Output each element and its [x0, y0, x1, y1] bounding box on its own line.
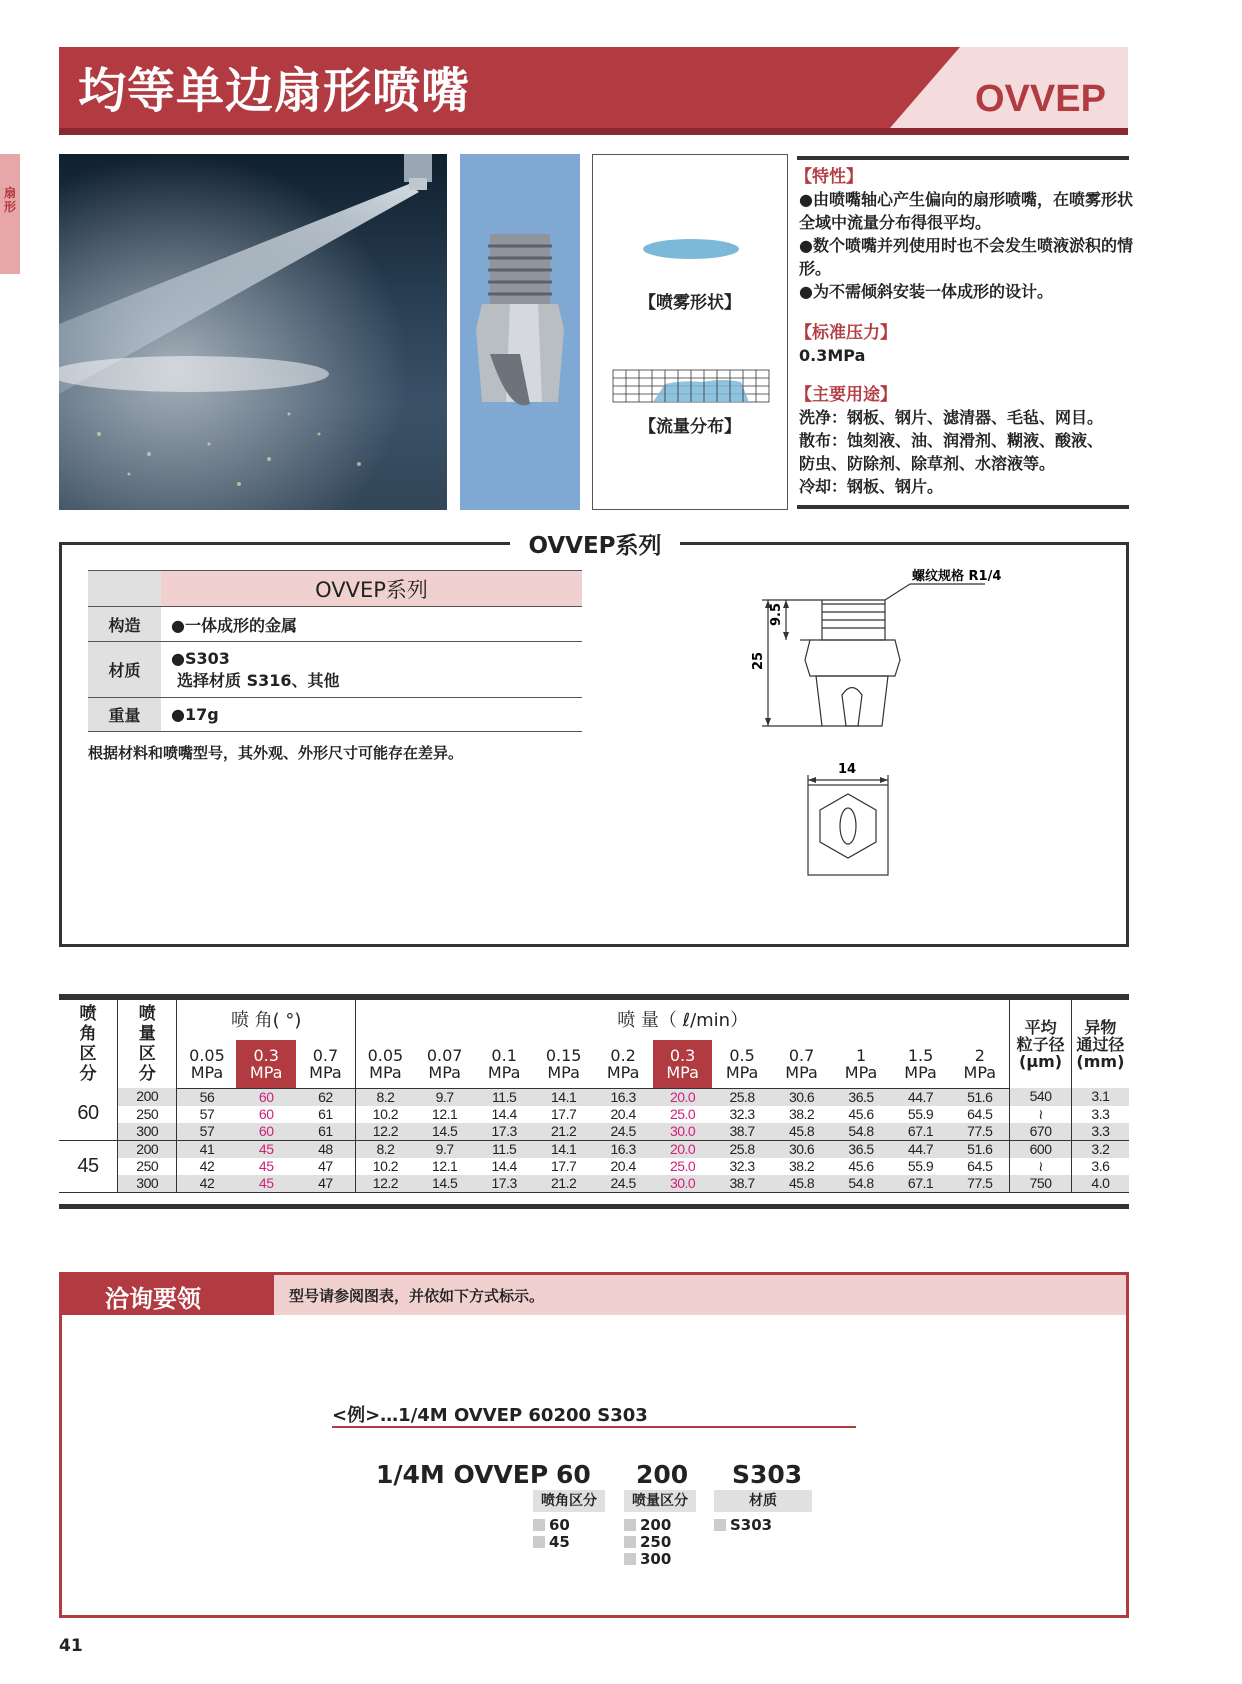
flow-rate-cell: 10.2 [355, 1158, 414, 1175]
angle-pressure-0-7: 0.7 MPa [296, 1040, 356, 1088]
flow-rate-cell: 54.8 [831, 1123, 890, 1141]
flow-rate-cell: 30.6 [788, 1140, 815, 1157]
use-3: 防虫、防除剂、除草剂、水溶液等。 [799, 454, 1056, 473]
flow-rate-cell: 14.5 [415, 1175, 474, 1193]
flow-rate-cell: 14.1 [551, 1088, 577, 1105]
material-option-s303: S303 [714, 1517, 772, 1534]
flow-option-300: 300 [624, 1551, 671, 1568]
flow-rate-cell: 45.6 [848, 1157, 874, 1174]
angle-option-60: 60 [533, 1517, 570, 1534]
flow-rate-cell: 11.5 [492, 1088, 517, 1105]
flow-rate-cell: 21.2 [534, 1123, 593, 1141]
flow-rate-cell: 12.2 [355, 1123, 414, 1141]
header-free-passage: 异物 通过径 (mm) [1071, 1000, 1129, 1088]
flow-rate-cell: 12.1 [432, 1157, 458, 1174]
flow-pressure-0-1: 0.1 MPa [474, 1040, 533, 1088]
particle-size-cell: ≀ [1010, 1158, 1072, 1175]
code-angle: 60 [556, 1460, 591, 1489]
table-row [59, 1123, 1129, 1141]
particle-size-cell: 670 [1010, 1123, 1072, 1141]
flow-rate-cell: 64.5 [967, 1157, 993, 1174]
flow-distribution-label: 【流量分布】 [639, 417, 741, 437]
table-row [59, 1175, 1129, 1193]
flow-category-cell: 300 [117, 1175, 176, 1193]
flow-pressure-1: 1 MPa [831, 1040, 890, 1088]
spray-shape-icon [641, 237, 741, 261]
flow-category-cell: 300 [117, 1123, 176, 1141]
spray-pattern-panel [592, 154, 788, 510]
flow-rate-cell: 30.0 [653, 1123, 712, 1141]
particle-size-cell: 600 [1010, 1140, 1072, 1158]
angle-pressure-0-3: 0.3 MPa [236, 1040, 295, 1088]
flow-rate-cell: 25.8 [729, 1140, 755, 1157]
flow-rate-cell: 9.7 [435, 1140, 454, 1157]
flow-rate-cell: 20.4 [610, 1157, 636, 1174]
flow-rate-cell: 11.5 [492, 1140, 517, 1157]
table-row [59, 1140, 1129, 1158]
page-title: 均等单边扇形喷嘴 [78, 63, 471, 119]
spray-angle-cell: 42 [177, 1175, 236, 1193]
flow-rate-cell: 17.3 [474, 1123, 533, 1141]
flow-pressure-0-7: 0.7 MPa [772, 1040, 831, 1088]
spec-structure-value: ●一体成形的金属 [161, 607, 582, 642]
flow-rate-cell: 67.1 [891, 1175, 950, 1193]
spec-material-standard: ●S303 [171, 648, 230, 668]
spec-material-options: 选择材质 S316、其他 [177, 670, 340, 690]
dimension-14: 14 [838, 762, 857, 777]
particle-size-cell: 750 [1010, 1175, 1072, 1193]
flow-rate-cell: 14.4 [491, 1105, 517, 1122]
angle-option-45: 45 [533, 1534, 570, 1551]
product-code: OVVEP [975, 78, 1106, 120]
spec-table-corner [88, 571, 161, 607]
features-top-rule [797, 156, 1129, 160]
flow-rate-cell: 30.6 [788, 1088, 815, 1105]
spray-angle-cell: 45 [258, 1140, 274, 1157]
spec-weight-label: 重量 [88, 698, 161, 732]
nozzle-photo [460, 154, 580, 510]
spec-material-label: 材质 [88, 642, 161, 698]
ordering-panel [59, 1272, 1129, 1618]
table-row [59, 1158, 1129, 1175]
flow-pressure-1-5: 1.5 MPa [891, 1040, 950, 1088]
flow-rate-cell: 24.5 [593, 1175, 652, 1193]
feature-1: ●由喷嘴轴心产生偏向的扇形喷嘴，在喷雾形状全域中流量分布得很平均。 [799, 190, 1133, 232]
flow-rate-cell: 77.5 [950, 1175, 1010, 1193]
use-1: 洗净：钢板、钢片、滤清器、毛毡、网目。 [799, 408, 1104, 427]
spray-angle-cell: 56 [177, 1088, 236, 1106]
flow-rate-cell: 36.5 [848, 1140, 874, 1157]
flow-rate-cell: 45.6 [848, 1105, 874, 1122]
free-passage-cell: 3.2 [1071, 1140, 1129, 1158]
standard-pressure-value: 0.3MPa [799, 346, 866, 365]
flow-rate-cell: 12.2 [355, 1175, 414, 1193]
uses-heading: 【主要用途】 [795, 385, 897, 405]
dimension-25: 25 [751, 651, 766, 670]
flow-rate-cell: 20.0 [669, 1088, 696, 1105]
features-heading: 【特性】 [795, 167, 863, 187]
flow-rate-cell: 44.7 [907, 1140, 934, 1157]
flow-rate-cell: 54.8 [831, 1175, 890, 1193]
flow-rate-cell: 21.2 [534, 1175, 593, 1193]
dimension-drawing [740, 569, 1030, 910]
spray-angle-cell: 60 [236, 1123, 295, 1141]
flow-rate-cell: 12.1 [432, 1105, 458, 1122]
header-flow-category: 喷 量 区 分 [117, 1000, 176, 1088]
series-heading: OVVEP系列 [528, 533, 662, 559]
flow-rate-cell: 8.2 [355, 1088, 414, 1106]
standard-pressure-heading: 【标准压力】 [795, 323, 897, 343]
flow-category-cell: 250 [117, 1158, 176, 1175]
dimension-9-5: 9.5 [769, 602, 784, 626]
perf-table-bottom-rule [59, 1204, 1129, 1209]
flow-pressure-0-15: 0.15 MPa [534, 1040, 593, 1088]
flow-rate-cell: 51.6 [967, 1088, 993, 1105]
spray-angle-cell: 57 [177, 1106, 236, 1123]
particle-size-cell: 540 [1010, 1088, 1072, 1106]
spray-angle-cell: 60 [258, 1088, 274, 1105]
ordering-title: 洽询要领 [105, 1285, 201, 1313]
flow-rate-cell: 25.8 [729, 1088, 755, 1105]
spray-photo [59, 154, 447, 510]
flow-rate-cell: 36.5 [848, 1088, 874, 1105]
free-passage-cell: 3.6 [1071, 1158, 1129, 1175]
use-4: 冷却：钢板、钢片。 [799, 477, 944, 496]
spray-angle-cell: 57 [177, 1123, 236, 1141]
flow-rate-cell: 38.2 [788, 1157, 815, 1174]
table-row [59, 1088, 1129, 1106]
header-spray-angle: 喷 角( °) [177, 1000, 355, 1040]
code-prefix: 1/4M OVVEP [376, 1460, 549, 1489]
flow-pressure-0-5: 0.5 MPa [712, 1040, 771, 1088]
flow-rate-cell: 45.8 [772, 1175, 831, 1193]
spec-material-value [161, 642, 582, 698]
free-passage-cell: 3.1 [1071, 1088, 1129, 1106]
header-particle-size: 平均 粒子径 (μm) [1010, 1000, 1072, 1088]
flow-rate-cell: 8.2 [355, 1140, 414, 1158]
flow-rate-cell: 67.1 [891, 1123, 950, 1141]
code-flow-label: 喷量区分 [624, 1490, 696, 1512]
flow-rate-cell: 14.5 [415, 1123, 474, 1141]
flow-rate-cell: 38.7 [712, 1175, 771, 1193]
header-angle-category: 喷 角 区 分 [79, 1004, 97, 1084]
code-flow: 200 [636, 1460, 689, 1489]
performance-table-body [59, 1088, 1129, 1192]
flow-pressure-0-3: 0.3 MPa [653, 1040, 712, 1088]
flow-rate-cell: 24.5 [593, 1123, 652, 1141]
flow-rate-cell: 30.0 [653, 1175, 712, 1193]
flow-distribution-icon [613, 370, 769, 402]
flow-rate-cell: 14.1 [551, 1140, 577, 1157]
spray-angle-cell: 47 [296, 1175, 356, 1193]
feature-3: ●为不需倾斜安装一体成形的设计。 [799, 282, 1053, 301]
flow-pressure-2: 2 MPa [950, 1040, 1010, 1088]
spray-angle-cell: 60 [258, 1105, 274, 1122]
flow-category-cell: 200 [117, 1140, 176, 1158]
table-row [59, 1106, 1129, 1123]
flow-pressure-0-2: 0.2 MPa [593, 1040, 652, 1088]
flow-category-cell: 200 [117, 1088, 176, 1106]
flow-rate-cell: 14.4 [491, 1157, 517, 1174]
feature-2: ●数个喷嘴并列使用时也不会发生喷液淤积的情形。 [799, 236, 1133, 278]
code-material: S303 [732, 1460, 803, 1489]
flow-rate-cell: 55.9 [907, 1157, 934, 1174]
flow-option-250: 250 [624, 1534, 671, 1551]
flow-rate-cell: 64.5 [967, 1105, 993, 1122]
angle-pressure-0-05: 0.05 MPa [177, 1040, 236, 1088]
flow-rate-cell: 38.7 [712, 1123, 771, 1141]
use-2: 散布：蚀刻液、油、润滑剂、糊液、酸液、 [799, 431, 1104, 450]
spray-angle-cell: 48 [318, 1140, 333, 1157]
flow-rate-cell: 9.7 [435, 1088, 454, 1105]
free-passage-cell: 3.3 [1071, 1106, 1129, 1123]
flow-pressure-0-05: 0.05 MPa [355, 1040, 414, 1088]
flow-rate-cell: 77.5 [950, 1123, 1010, 1141]
spec-table [88, 570, 582, 732]
flow-rate-cell: 55.9 [907, 1105, 934, 1122]
thread-spec-label: 螺纹规格 R1/4 [912, 569, 1002, 584]
angle-category-cell: 60 [59, 1088, 117, 1140]
flow-rate-cell: 17.7 [551, 1105, 577, 1122]
spray-angle-cell: 61 [296, 1123, 356, 1141]
spray-angle-cell: 42 [177, 1158, 236, 1175]
angle-category-cell: 45 [59, 1140, 117, 1192]
features-bottom-rule [797, 505, 1129, 509]
spec-table-title: OVVEP系列 [161, 571, 582, 607]
page-number: 41 [59, 1636, 83, 1656]
flow-rate-cell: 10.2 [355, 1106, 414, 1123]
flow-rate-cell: 16.3 [610, 1088, 636, 1105]
spray-angle-cell: 62 [318, 1088, 333, 1105]
flow-rate-cell: 38.2 [788, 1105, 815, 1122]
header-flow-rate: 喷 量（ ℓ/min） [355, 1000, 1009, 1040]
code-angle-label: 喷角区分 [533, 1490, 605, 1512]
free-passage-cell: 4.0 [1071, 1175, 1129, 1193]
spray-angle-cell: 45 [258, 1157, 274, 1174]
flow-rate-cell: 20.4 [610, 1105, 636, 1122]
flow-rate-cell: 32.3 [729, 1105, 755, 1122]
spray-angle-cell: 45 [236, 1175, 295, 1193]
flow-rate-cell: 32.3 [729, 1157, 755, 1174]
free-passage-cell: 3.3 [1071, 1123, 1129, 1141]
flow-rate-cell: 20.0 [669, 1140, 696, 1157]
flow-category-cell: 250 [117, 1106, 176, 1123]
spray-angle-cell: 41 [177, 1140, 236, 1158]
flow-rate-cell: 51.6 [967, 1140, 993, 1157]
ordering-example: <例>…1/4M OVVEP 60200 S303 [332, 1405, 648, 1426]
flow-rate-cell: 16.3 [610, 1140, 636, 1157]
spec-weight-value: ●17g [161, 698, 582, 732]
flow-pressure-0-07: 0.07 MPa [415, 1040, 474, 1088]
ordering-note: 型号请参阅图表，并依如下方式标示。 [289, 1287, 545, 1305]
spec-structure-label: 构造 [88, 607, 161, 642]
flow-rate-cell: 17.3 [474, 1175, 533, 1193]
spec-note: 根据材料和喷嘴型号，其外观、外形尺寸可能存在差异。 [88, 744, 464, 762]
flow-rate-cell: 17.7 [551, 1157, 577, 1174]
flow-rate-cell: 25.0 [669, 1105, 696, 1122]
spray-angle-cell: 47 [318, 1157, 333, 1174]
flow-rate-cell: 45.8 [772, 1123, 831, 1141]
particle-size-cell: ≀ [1010, 1106, 1072, 1123]
ordering-example-rule [332, 1426, 856, 1428]
code-material-label: 材质 [714, 1490, 812, 1512]
side-tab-label: 扇形 [3, 186, 16, 215]
spray-angle-cell: 61 [318, 1105, 333, 1122]
flow-rate-cell: 25.0 [669, 1157, 696, 1174]
flow-rate-cell: 44.7 [907, 1088, 934, 1105]
flow-option-200: 200 [624, 1517, 671, 1534]
performance-table [59, 1000, 1129, 1193]
header-underline [59, 128, 1128, 135]
spray-shape-label: 【喷雾形状】 [639, 293, 741, 313]
